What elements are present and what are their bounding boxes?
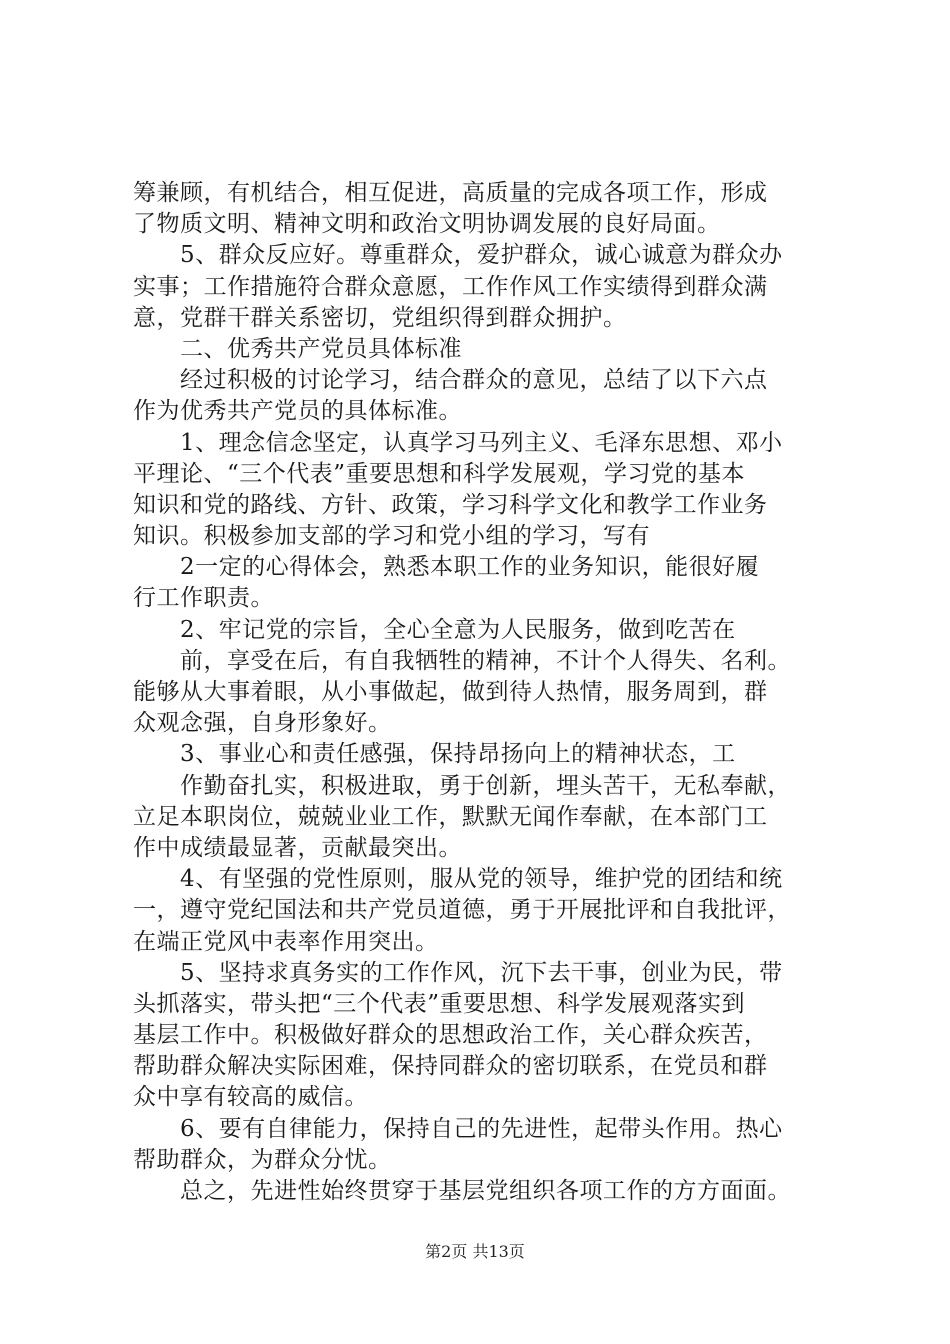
text-line: 作勤奋扎实，积极进取，勇于创新，埋头苦干，无私奉献， xyxy=(180,772,791,799)
text-line: 1、理念信念坚定，认真学习马列主义、毛泽东思想、邓小 xyxy=(180,429,783,456)
text-line: 行工作职责。 xyxy=(133,585,274,612)
text-line: 众中享有较高的威信。 xyxy=(133,1084,368,1111)
text-line: 3、事业心和责任感强，保持昂扬向上的精神状态，工 xyxy=(180,741,736,768)
page-number-footer: 第2页 共13页 xyxy=(425,1242,525,1261)
text-line: 意，党群干群关系密切，党组织得到群众拥护。 xyxy=(133,304,627,331)
text-line: 作中成绩最显著，贡献最突出。 xyxy=(133,834,462,861)
text-line: 知识。积极参加支部的学习和党小组的学习，写有 xyxy=(133,523,650,550)
text-line: 2、牢记党的宗旨，全心全意为人民服务，做到吃苦在 xyxy=(180,616,736,643)
text-line: 立足本职岗位，兢兢业业工作，默默无闻作奉献，在本部门工 xyxy=(133,803,768,830)
text-line: 基层工作中。积极做好群众的思想政治工作，关心群众疾苦， xyxy=(133,1022,768,1049)
text-line: 作为优秀共产党员的具体标准。 xyxy=(133,398,462,425)
text-line: 5、坚持求真务实的工作作风，沉下去干事，创业为民，带 xyxy=(180,959,783,986)
text-line: 6、要有自律能力，保持自己的先进性，起带头作用。热心 xyxy=(180,1115,783,1142)
text-line: 帮助群众，为群众分忧。 xyxy=(133,1146,392,1173)
text-line: 平理论、“三个代表”重要思想和科学发展观，学习党的基本 xyxy=(133,460,746,487)
text-line: 能够从大事着眼，从小事做起，做到待人热情，服务周到，群 xyxy=(133,679,768,705)
text-line: 了物质文明、精神文明和政治文明协调发展的良好局面。 xyxy=(133,211,721,238)
text-line: 前，享受在后，有自我牺牲的精神，不计个人得失、名利。 xyxy=(180,647,791,674)
text-line: 4、有坚强的党性原则，服从党的领导，维护党的团结和统 xyxy=(180,866,783,893)
text-line: 2一定的心得体会，熟悉本职工作的业务知识，能很好履 xyxy=(180,554,760,581)
text-line: 头抓落实，带头把“三个代表”重要思想、科学发展观落实到 xyxy=(133,990,746,1017)
text-line: 经过积极的讨论学习，结合群众的意见，总结了以下六点 xyxy=(180,367,768,394)
text-line: 在端正党风中表率作用突出。 xyxy=(133,928,439,955)
text-line: 众观念强，自身形象好。 xyxy=(133,710,392,737)
text-line: 帮助群众解决实际困难，保持同群众的密切联系，在党员和群 xyxy=(133,1053,768,1080)
text-line: 总之，先进性始终贯穿于基层党组织各项工作的方方面面。 xyxy=(180,1178,791,1204)
document-body xyxy=(133,178,845,1207)
section-heading: 二、优秀共产党员具体标准 xyxy=(180,335,462,362)
text-line: 筹兼顾，有机结合，相互促进，高质量的完成各项工作，形成 xyxy=(133,180,768,206)
text-line: 一，遵守党纪国法和共产党员道德，勇于开展批评和自我批评， xyxy=(133,897,791,924)
text-line: 知识和党的路线、方针、政策，学习科学文化和教学工作业务 xyxy=(133,491,768,518)
text-line: 实事；工作措施符合群众意愿，工作作风工作实绩得到群众满 xyxy=(133,273,768,300)
text-line: 5、群众反应好。尊重群众，爱护群众，诚心诚意为群众办 xyxy=(180,242,783,269)
